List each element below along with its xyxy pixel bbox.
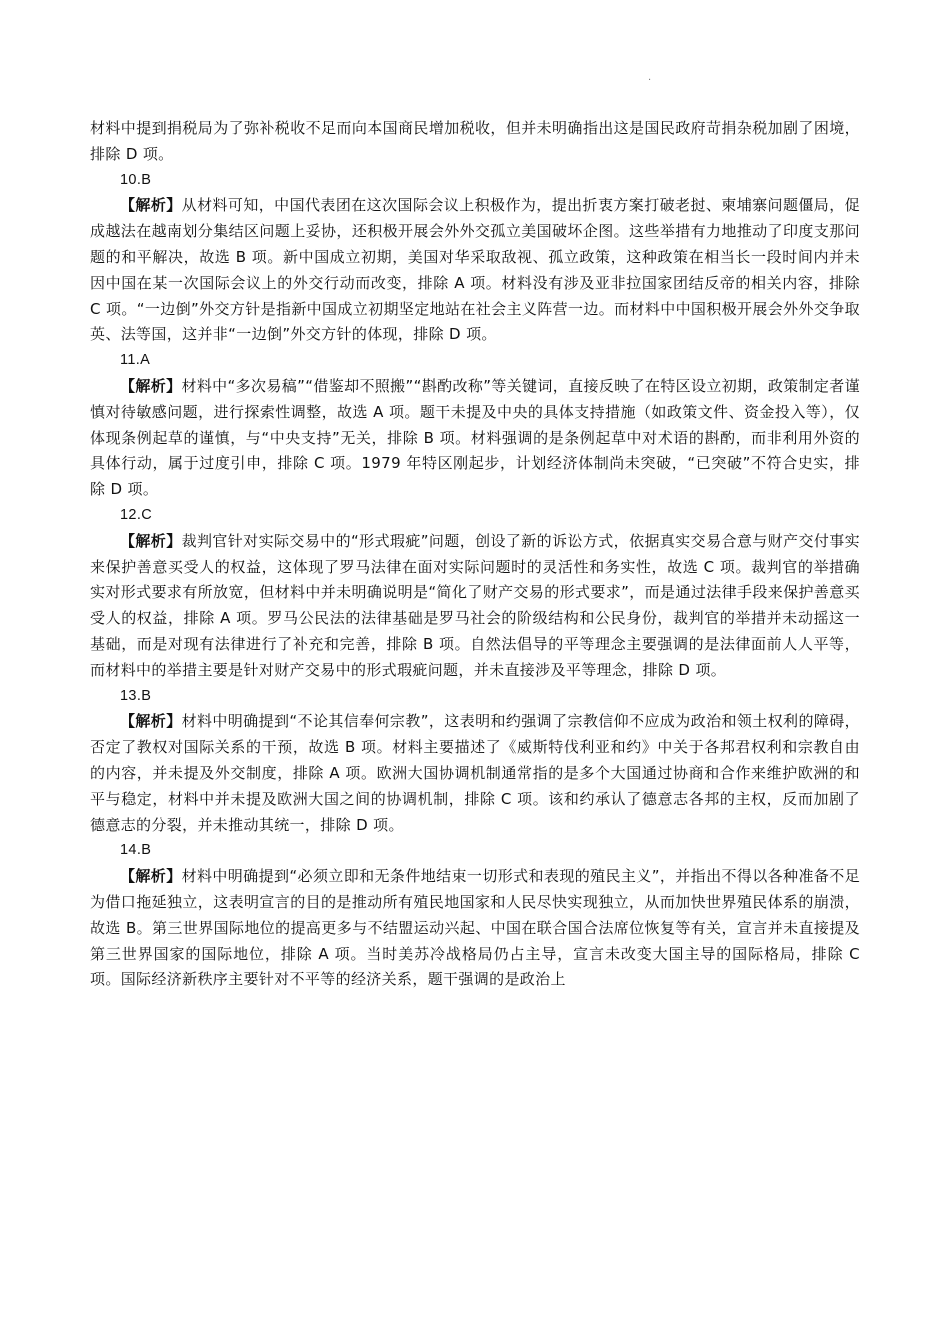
analysis-text: 裁判官针对实际交易中的“形式瑕疵”问题，创设了新的诉讼方式，依据真实交易合意与财产交付事实来保护善意买受人的权益，这体现了罗马法律在面对实际问题时的灵活性和务实性，故选 C 项。裁判官的举措确实对形式要求有所放宽，但材料中并未明确说明是“简化了财产交易的形式要求”，而是通过法律手段来保护善意买受人的权益，排除 A 项。罗马公民法的法律基础是罗马社会的阶级结构和公民身份，裁判官的举措并未动摇这一基础，而是对现有法律进行了补充和完善，排除 B 项。自然法倡导的平等理念主要强调的是法律面前人人平等，而材料中的举措主要是针对财产交易中的形式瑕疵问题，并未直接涉及平等理念，排除 D 项。 [90, 531, 860, 679]
answer-10: 10.B [120, 171, 152, 188]
analysis-10 [90, 193, 860, 348]
answer-14: 14.B [120, 842, 152, 859]
analysis-text: 材料中明确提到“必须立即和无条件地结束一切形式和表现的殖民主义”，并指出不得以各种准备不足为借口拖延独立，这表明宣言的目的是推动所有殖民地国家和人民尽快实现独立，从而加快世界殖民体系的崩溃，故选 B。第三世界国际地位的提高更多与不结盟运动兴起、中国在联合国合法席位恢复等有关，宣言并未直接提及第三世界国家的国际地位，排除 A 项。当时美苏冷战格局仍占主导，宣言未改变大国主导的国际格局，排除 C 项。国际经济新秩序主要针对不平等的经济关系，题干强调的是政治上 [90, 867, 860, 989]
answer-11: 11.A [120, 352, 151, 369]
analysis-label: 【解析】 [120, 376, 182, 395]
analysis-label: 【解析】 [120, 531, 182, 550]
analysis-label: 【解析】 [120, 196, 182, 215]
analysis-13 [90, 709, 860, 838]
analysis-text: 从材料可知，中国代表团在这次国际会议上积极作为，提出折衷方案打破老挝、柬埔寨问题僵局，促成越法在越南划分集结区问题上妥协，还积极开展会外外交孤立美国破坏企图。这些举措有力地推动了印度支那问题的和平解决，故选 B 项。新中国成立初期，美国对华采取敌视、孤立政策，这种政策在相当长一段时间内并未因中国在某一次国际会议上的外交行动而改变，排除 A 项。材料没有涉及亚非拉国家团结反帝的相关内容，排除 C 项。“一边倒”外交方针是指新中国成立初期坚定地站在社会主义阵营一边。而材料中中国积极开展会外外交争取英、法等国，这并非“一边倒”外交方针的体现，排除 D 项。 [90, 196, 860, 344]
analysis-11 [90, 374, 860, 503]
analysis-text: 材料中明确提到“不论其信奉何宗教”，这表明和约强调了宗教信仰不应成为政治和领土权利的障碍，否定了教权对国际关系的干预，故选 B 项。材料主要描述了《威斯特伐利亚和约》中关于各邦君权利和宗教自由的内容，并未提及外交制度，排除 A 项。欧洲大国协调机制通常指的是多个大国通过协商和合作来维护欧洲的和平与稳定，材料中并未提及欧洲大国之间的协调机制，排除 C 项。该和约承认了德意志各邦的主权，反而加剧了德意志的分裂，并未推动其统一，排除 D 项。 [90, 712, 860, 834]
document-body [90, 116, 860, 993]
analysis-12 [90, 529, 860, 684]
continuation-paragraph: 材料中提到捐税局为了弥补税收不足而向本国商民增加税收，但并未明确指出这是国民政府苛捐杂税加剧了困境，排除 D 项。 [90, 119, 860, 163]
analysis-14 [90, 864, 860, 993]
analysis-text: 材料中“多次易稿”“借鉴却不照搬”“斟酌改称”等关键词，直接反映了在特区设立初期，政策制定者谨慎对待敏感问题，进行探索性调整，故选 A 项。题干未提及中央的具体支持措施（如政策文件、资金投入等），仅体现条例起草的谨慎，与“中央支持”无关，排除 B 项。材料强调的是条例起草中对术语的斟酌，而非利用外资的具体行动，属于过度引申，排除 C 项。1979 年特区刚起步，计划经济体制尚未突破，“已突破”不符合史实，排除 D 项。 [90, 376, 860, 499]
answer-13: 13.B [120, 687, 152, 704]
analysis-label: 【解析】 [120, 712, 182, 731]
page-mark: . [648, 72, 652, 83]
analysis-label: 【解析】 [120, 867, 182, 886]
answer-12: 12.C [120, 506, 153, 523]
